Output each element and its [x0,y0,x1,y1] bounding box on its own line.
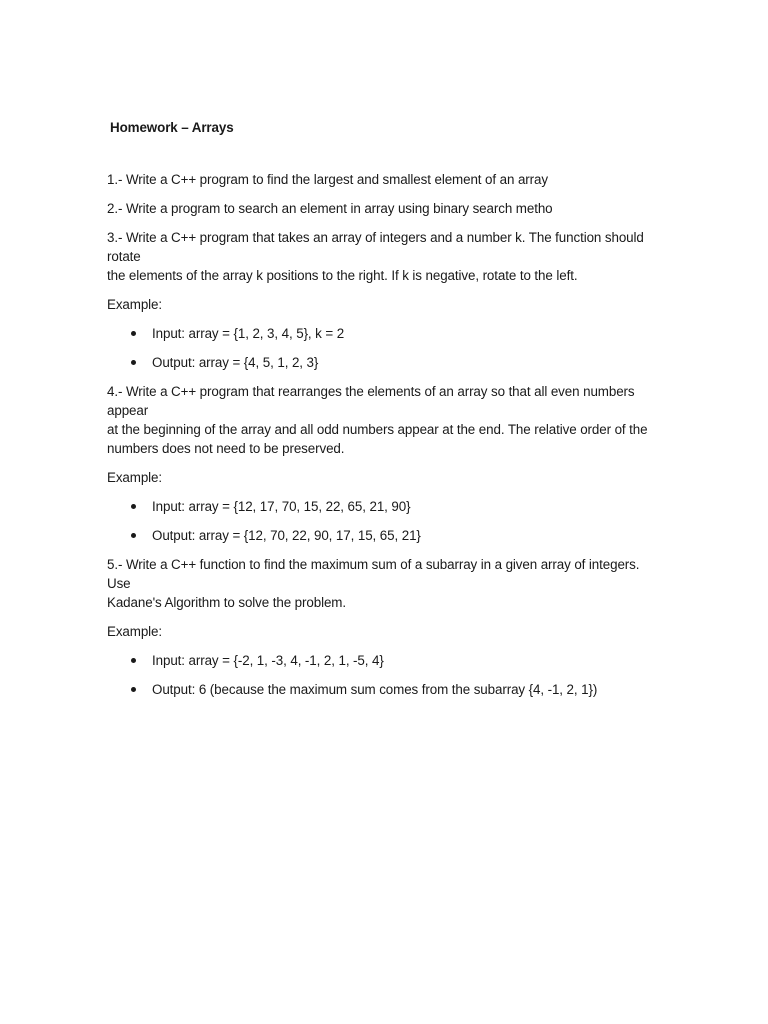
question-4-output: Output: array = {12, 70, 22, 90, 17, 15, 65, 21} [152,528,421,543]
question-5-example-list [107,651,662,699]
question-4-line-3: numbers does not need to be preserved. [107,441,345,456]
bullet-icon [131,504,136,509]
question-2: 2.- Write a program to search an element in array using binary search metho [107,201,553,216]
question-1: 1.- Write a C++ program to find the largest and smallest element of an array [107,172,548,187]
bullet-icon [131,360,136,365]
question-4-example-label: Example: [107,470,163,485]
question-4-line-1: 4.- Write a C++ program that rearranges the elements of an array so that all even numbers appear [107,384,635,418]
question-3-output: Output: array = {4, 5, 1, 2, 3} [152,355,319,370]
question-5-input: Input: array = {-2, 1, -3, 4, -1, 2, 1, -5, 4} [152,653,384,668]
question-3-example-label: Example: [107,297,163,312]
list-item [107,651,662,670]
question-4 [107,382,662,458]
question-5-output: Output: 6 (because the maximum sum comes from the subarray {4, -1, 2, 1}) [152,682,598,697]
question-5-example-label: Example: [107,624,163,639]
list-item [107,497,662,516]
bullet-icon [131,533,136,538]
question-3-line-1: 3.- Write a C++ program that takes an array of integers and a number k. The function should rotate [107,230,644,264]
question-5-line-1: 5.- Write a C++ function to find the maximum sum of a subarray in a given array of integers. Use [107,557,640,591]
list-item [107,353,662,372]
question-4-line-2: at the beginning of the array and all odd numbers appear at the end. The relative order of the [107,422,648,437]
question-4-example-list [107,497,662,545]
question-4-input: Input: array = {12, 17, 70, 15, 22, 65, 21, 90} [152,499,411,514]
bullet-icon [131,687,136,692]
list-item [107,324,662,343]
question-3-line-2: the elements of the array k positions to the right. If k is negative, rotate to the left. [107,268,578,283]
bullet-icon [131,331,136,336]
question-3-example-list [107,324,662,372]
document-body [107,118,662,709]
bullet-icon [131,658,136,663]
list-item [107,526,662,545]
question-5-line-2: Kadane's Algorithm to solve the problem. [107,595,346,610]
list-item [107,680,662,699]
question-3 [107,228,662,285]
document-title: Homework – Arrays [110,120,234,135]
question-5 [107,555,662,612]
question-3-input: Input: array = {1, 2, 3, 4, 5}, k = 2 [152,326,345,341]
title-spacer [107,146,662,170]
